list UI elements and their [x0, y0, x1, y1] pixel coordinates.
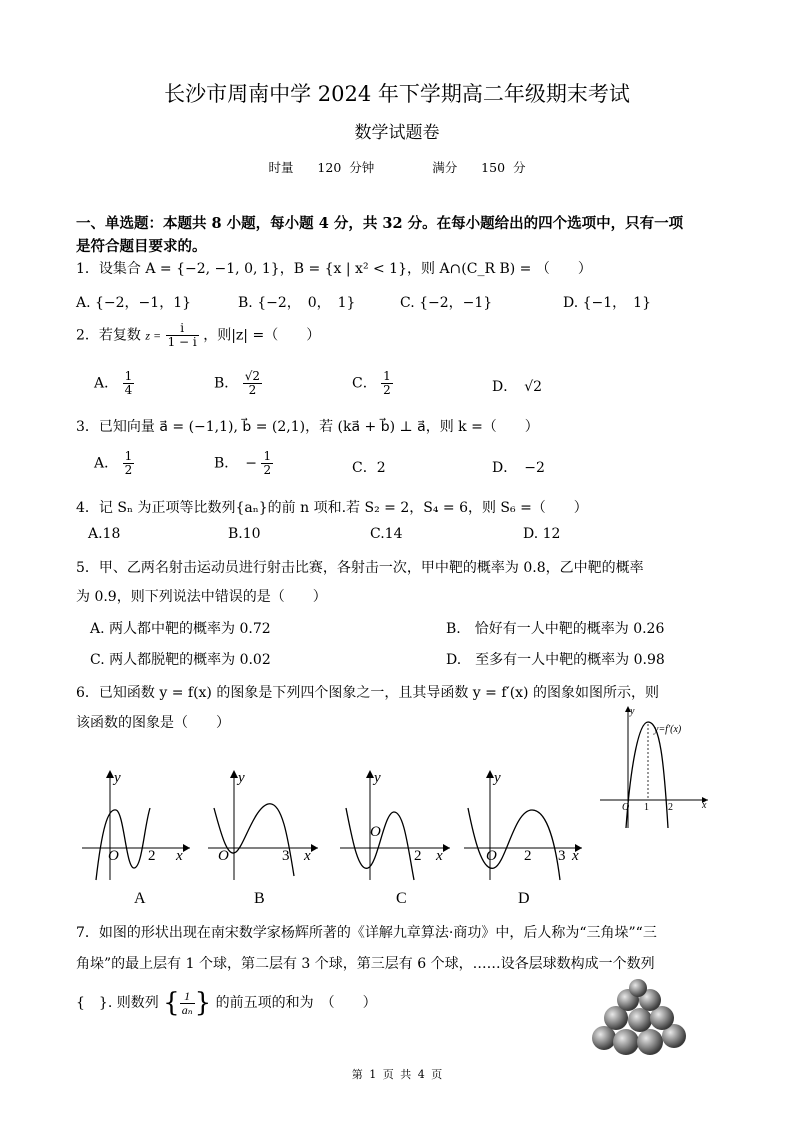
graph-d-axis-x: x [572, 848, 579, 864]
q3-option-b [214, 450, 273, 477]
graph-d-label: D [518, 890, 530, 907]
q2-option-c [352, 370, 393, 397]
graph-c-label: C [396, 890, 407, 907]
q4-option-c: C.14 [370, 526, 403, 542]
graph-c-origin: O [370, 824, 381, 840]
q2-frac-num: i [166, 322, 199, 336]
q1-option-a: A. {−2，−1，1} [76, 295, 192, 311]
score-label: 满分 [432, 160, 458, 175]
q6-graph-b [204, 768, 324, 908]
graph-b-axis-x: x [304, 848, 311, 864]
graph-d-tick-3: 3 [558, 848, 566, 864]
q3-option-a [94, 450, 134, 477]
q3-b-den: 2 [263, 463, 272, 477]
q5-option-d: D. 至多有一人中靶的概率为 0.98 [446, 652, 665, 668]
q3-b-num: 1 [263, 449, 272, 463]
graph-b-label: B [254, 890, 265, 907]
q4-option-b: B.10 [228, 526, 261, 542]
q6-stem-line1: 6．已知函数 y = f(x) 的图象是下列四个图象之一，且其导函数 y = f′(x) 的图象如图所示，则 [76, 685, 659, 701]
section-heading-line2: 是符合题目要求的。 [76, 238, 207, 255]
q3-option-d: D． −2 [492, 460, 545, 476]
q7-frac-num: 1 [180, 990, 195, 1004]
graph-c-axis-x: x [436, 848, 443, 864]
q2-fraction [166, 322, 199, 349]
exam-meta [0, 158, 794, 176]
q2-stem-post: ，则|z| =（ ） [203, 327, 321, 344]
deriv-axis-y: y [630, 706, 635, 717]
q3-a-den: 2 [124, 463, 133, 477]
deriv-curve-label: y=f′(x) [654, 724, 682, 735]
q5-option-a: A. 两人都中靶的概率为 0.72 [90, 621, 271, 637]
deriv-tick-1: 1 [644, 802, 649, 813]
q7-line3-post: 的前五项的和为 （ ） [215, 995, 377, 1011]
q7-fraction [180, 990, 195, 1017]
graph-b-tick: 3 [282, 848, 290, 864]
graph-d-tick-2: 2 [524, 848, 532, 864]
q6-graph-d [460, 768, 586, 908]
q6-graph-c [336, 768, 456, 908]
q2-b-den: 2 [248, 383, 257, 397]
deriv-axis-x: x [702, 800, 707, 811]
graph-b-origin: O [218, 848, 229, 864]
graph-c-tick: 2 [414, 848, 422, 864]
q2-a-label: A． [94, 375, 119, 392]
deriv-tick-2: 2 [668, 802, 673, 813]
exam-title: 长沙市周南中学 2024 年下学期高二年级期末考试 [164, 82, 630, 106]
q1-option-d: D. {−1， 1} [563, 295, 651, 311]
q2-option-a [94, 370, 134, 397]
q2-a-num: 1 [124, 369, 133, 383]
q7-frac-den: aₙ [181, 1002, 193, 1017]
section-heading-line1: 一、单选题：本题共 8 小题，每小题 4 分，共 32 分。在每小题给出的四个选项中，只有一项 [76, 215, 684, 232]
q1-stem: 1．设集合 A = {−2, −1, 0, 1}，B = {x | x² < 1}，则 A∩(C_R B) = （ ） [76, 261, 592, 277]
q2-b-label: B． [214, 375, 239, 392]
q2-c-label: C． [352, 375, 377, 392]
q2-option-b [214, 370, 262, 397]
q2-c-den: 2 [383, 383, 391, 397]
q7-line3-pre: { }. 则数列 [76, 995, 159, 1011]
score-value: 150 分 [481, 160, 526, 175]
q4-option-d: D. 12 [523, 526, 561, 542]
graph-a-axis-y: y [114, 770, 121, 786]
q2-b-num: √2 [244, 369, 261, 383]
q3-a-num: 1 [124, 449, 133, 463]
q2-a-den: 4 [124, 383, 133, 397]
graph-a-label: A [134, 890, 146, 907]
q5-option-c: C. 两人都脱靶的概率为 0.02 [90, 652, 271, 668]
ball-pyramid-image [590, 978, 690, 1060]
time-value: 120 分钟 [317, 160, 375, 175]
q7-stem-line1: 7．如图的形状出现在南宋数学家杨辉所著的《详解九章算法·商功》中，后人称为“三角垛”“三 [76, 925, 657, 941]
page-footer: 第 1 页 共 4 页 [351, 1068, 443, 1081]
q1-option-b: B. {−2， 0， 1} [238, 295, 356, 311]
q6-graph-a [78, 768, 198, 908]
q4-option-a: A.18 [88, 526, 121, 542]
deriv-origin: O [622, 802, 630, 813]
q3-stem: 3．已知向量 a⃗ = (−1,1), b⃗ = (2,1)，若 (ka⃗ + b⃗) ⊥ a⃗，则 k =（ ） [76, 419, 539, 435]
q2-z: z = [145, 328, 162, 343]
time-label: 时量 [268, 160, 294, 175]
graph-a-axis-x: x [176, 848, 183, 864]
q7-stem-line3: { }. 则数列 { $\frac{1}{\text{aₙ}}$ } 的前五项的和为 （ ） [76, 988, 377, 1018]
q2-stem [76, 322, 320, 349]
q1-option-c: C. {−2，−1} [400, 295, 493, 311]
graph-b-axis-y: y [238, 770, 245, 786]
q2-frac-den: 1 − i [167, 335, 197, 349]
q5-stem-line2: 为 0.9，则下列说法中错误的是（ ） [76, 589, 327, 605]
q4-stem: 4．记 Sₙ 为正项等比数列{aₙ}的前 n 项和.若 S₂ = 2，S₄ = 6，则 S₆ =（ ） [76, 500, 588, 516]
derivative-graph [598, 702, 716, 832]
q5-stem-line1: 5．甲、乙两名射击运动员进行射击比赛，各射击一次，甲中靶的概率为 0.8，乙中靶的概率 [76, 560, 644, 576]
q2-c-num: 1 [383, 369, 391, 383]
exam-subtitle: 数学试题卷 [354, 123, 440, 143]
graph-d-origin: O [486, 848, 497, 864]
graph-c-axis-y: y [374, 770, 381, 786]
q7-stem-line2: 角垛”的最上层有 1 个球，第二层有 3 个球，第三层有 6 个球，……设各层球数构成一个数列 [76, 956, 655, 972]
graph-a-origin: O [108, 848, 119, 864]
q6-stem-line2: 该函数的图象是（ ） [76, 715, 230, 731]
q3-option-c: C．2 [352, 460, 386, 476]
q3-a-label: A． [94, 455, 119, 472]
q2-option-d: D． √2 [492, 379, 543, 395]
graph-a-tick: 2 [148, 848, 156, 864]
q5-option-b: B. 恰好有一人中靶的概率为 0.26 [446, 621, 665, 637]
q2-stem-pre: 2．若复数 [76, 327, 141, 344]
graph-d-axis-y: y [494, 770, 501, 786]
q3-b-label: B． − [214, 455, 258, 472]
